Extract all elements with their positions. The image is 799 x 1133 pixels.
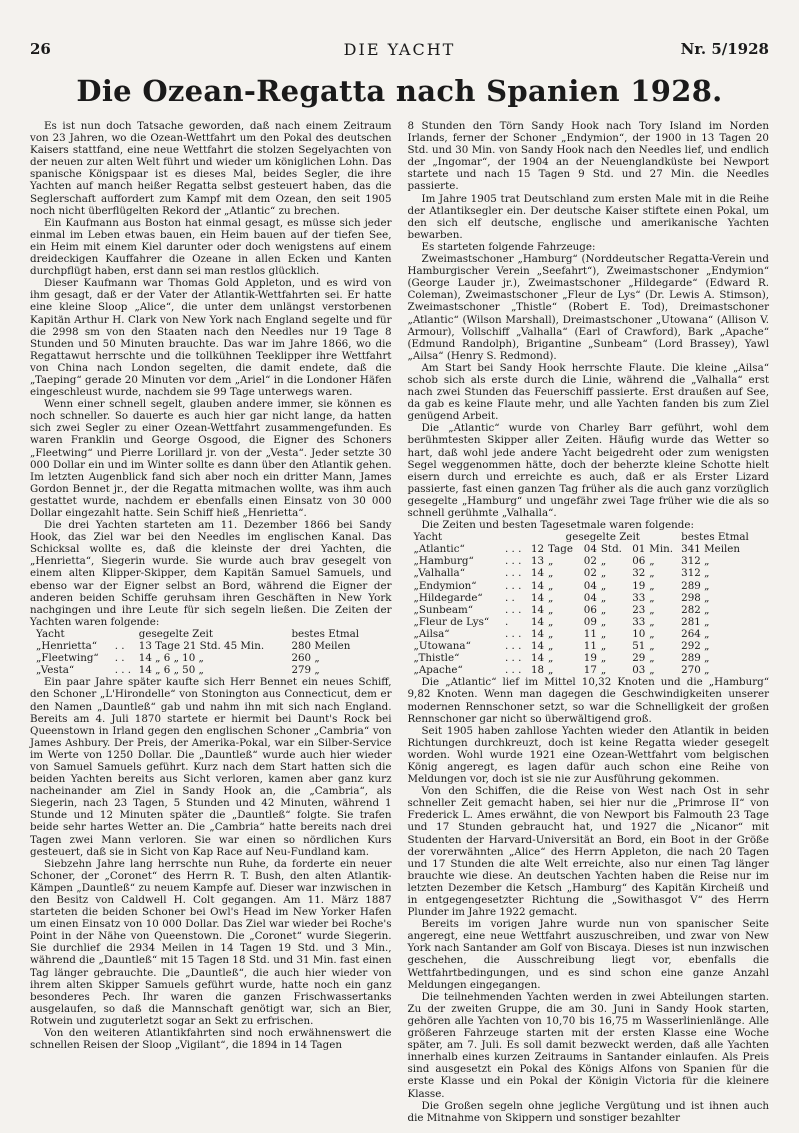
- issue-number: Nr. 5/1928: [680, 40, 769, 58]
- table-cell: 03: [632, 664, 646, 677]
- table-cell: „: [649, 603, 655, 616]
- table-cell: „: [600, 664, 607, 677]
- table-cell: 13: [530, 555, 545, 568]
- table-cell: .: [505, 615, 509, 628]
- paragraph: Siebzehn Jahre lang herrschte nun Ruhe, da forderte ein neuer Schoner, der „Coronet“ des Herrn R. T. Bush, den alten Atlantik-Kämpen „Dauntleß“ zu neuem Kampfe auf. Dieser war inzwischen in den Besitz von Caldwell H. Colt gegangen. Am 11. März 1887 starteten die beiden Schoner bei Owl's Head im New Yorker Hafen um einen Einsatz von 10 000 Dollar. Das Ziel war wieder bei Roche's Point in der Nähe von Queenstown. Die „Coronet“ wurde Siegerin. Sie durchlief die 2934 Meilen in 14 Tagen 19 Std. und 3 Min., während die „Dauntleß“ mit 15 Tagen 18 Std. und 31 Min. fast einen Tag länger gebrauchte. Die „Dauntleß“, die auch hier wieder von ihrem alten Skipper Samuels geführt wurde, hatte noch ein ganz besonderes Pech. Ihr waren die ganzen Frischwassertanks ausgelaufen, so daß die Mannschaft genötigt war, sich an Bier, Rotwein und zuguterletzt sogar an Sekt zu erfrischen.: [30, 857, 392, 1027]
- table-cell: „Atlantic“: [413, 543, 465, 556]
- table-cell: „Valhalla“: [413, 567, 465, 580]
- table-cell: 32: [632, 567, 646, 580]
- table-spacer: [115, 628, 139, 640]
- table-row: [414, 652, 764, 664]
- left-column: [30, 120, 392, 1124]
- table-cell: 01: [632, 543, 646, 556]
- table-row: [414, 567, 764, 579]
- paragraph: Bereits im vorigen Jahre wurde nun von spanischer Seite angeregt, eine neue Wettfahrt auszuschreiben, und zwar von New York nach Santander am Golf von Biscaya. Dieses ist nun inzwischen geschehen, die Ausschreibung liegt vor, ebenfalls die Wettfahrtbedingungen, und es sind schon eine ganze Anzahl Meldungen eingegangen.: [407, 918, 769, 991]
- table-cell: „: [548, 652, 554, 665]
- paragraph: Es ist nun doch Tatsache geworden, daß nach einem Zeitraum von 23 Jahren, wo die Ozean-Wettfahrt um den Pokal des deutschen Kaisers stattfand, eine neue Wettfahrt die stolzen Segelyachten von der neuen zur alten Welt führt und wieder um königlichen Lohn. Das spanische Königspaar ist es dieses Mal, beides Segler, die ihre Yachten auf manch heißer Regatta selbst gesteuert haben, das die Seglerschaft auffordert zum Kampf mit dem Ozean, den seit 1905 noch nicht überflügelten Rekord der „Atlantic“ zu brechen.: [30, 120, 392, 217]
- table-cell: . . .: [505, 567, 522, 580]
- article-body: [30, 120, 769, 1124]
- table-cell: „: [649, 652, 655, 665]
- page-number: 26: [30, 40, 51, 58]
- table-cell: 298 „: [681, 591, 710, 604]
- table-cell: „: [548, 615, 554, 628]
- paragraph: Von den weiteren Atlantikfahrten sind noch erwähnenswert die schnellen Reisen der Sloop „Vigilant“, die 1894 in 14 Tagen: [30, 1027, 392, 1052]
- table-cell: 51: [632, 640, 646, 653]
- table-cell: 02: [583, 567, 597, 580]
- table-cell: 280 Meilen: [291, 640, 351, 653]
- table-row: [414, 604, 764, 616]
- table-cell: „: [649, 579, 655, 592]
- table-cell: „: [649, 664, 655, 677]
- table-cell: 06: [632, 555, 646, 568]
- table-cell: „: [600, 615, 607, 628]
- table-header: Yacht: [36, 627, 65, 640]
- table-header: gesegelte Zeit: [565, 531, 640, 544]
- table-cell: 289 „: [681, 579, 710, 592]
- table-cell: . . .: [505, 627, 522, 640]
- paragraph: Ein Kaufmann aus Boston hat einmal gesagt, es müsse sich jeder einmal im Leben etwas bauen, ein Heim bauen auf der tiefen See, ein Heim mit einem Kiel darunter oder doch wenigstens auf einem dreideckigen Kauffahrer die Ozeane in allen Ecken und Kanten durchpflügt haben, erst dann sei man restlos glücklich.: [30, 216, 392, 278]
- table-cell: „Hamburg“: [413, 555, 474, 568]
- table-cell: 282 „: [681, 603, 710, 616]
- table-cell: 14: [530, 640, 545, 653]
- table-cell: „: [548, 555, 554, 568]
- table-row: [414, 543, 764, 555]
- table-header-row: [414, 531, 764, 543]
- table-cell: . . .: [505, 543, 522, 556]
- table-cell: 23: [632, 603, 646, 616]
- table-header: bestes Etmal: [291, 627, 360, 640]
- table-cell: 14: [530, 591, 545, 604]
- table-cell: . . .: [505, 664, 522, 677]
- table-cell: 09: [583, 615, 597, 628]
- table-row: [414, 580, 764, 592]
- table-row: [414, 616, 764, 628]
- table-cell: „: [548, 640, 554, 653]
- table-row: [414, 555, 764, 567]
- table-cell: 33: [632, 591, 646, 604]
- table-cell: 04: [583, 591, 597, 604]
- table-cell: „Vesta“: [36, 664, 75, 677]
- table-cell: Std.: [600, 543, 622, 556]
- table-cell: 11: [583, 627, 597, 640]
- table-cell: „: [600, 579, 607, 592]
- paragraph: Am Start bei Sandy Hook herrschte Flaute. Die kleine „Ailsa“ schob sich als erste durch die Linie, während die „Valhalla“ erst nach zwei Stunden das Feuerschiff passierte. Erst draußen auf See, da gab es keine Flaute mehr, und alle Yachten fanden bis zum Ziel genügend Arbeit.: [407, 361, 769, 423]
- paragraph: Im Jahre 1905 trat Deutschland zum ersten Male mit in die Reihe der Atlantiksegler ein. Der deutsche Kaiser stiftete einen Pokal, um den sich elf deutsche, englische und amerikanische Yachten bewarben.: [407, 192, 769, 241]
- table-cell: . . .: [505, 579, 522, 592]
- table-cell: . . .: [505, 640, 522, 653]
- right-column: [408, 120, 770, 1124]
- paragraph: Die drei Yachten starteten am 11. Dezember 1866 bei Sandy Hook, das Ziel war bei den Needles im englischen Kanal. Das Schicksal wollte es, daß die kleinste der drei Yachten, die „Henrietta“, Siegerin wurde. Sie wurde auch brav gesegelt von einem alten Klipper-Skipper, dem Kapitän Samuel Samuels, und ebenso war der Eigner selbst an Bord, während die Eigner der anderen beiden Schiffe geruhsam ihren Geschäften in New York nachgingen und ihre Leute für sich segeln ließen. Die Zeiten der Yachten waren folgende:: [30, 519, 392, 628]
- table-cell: 10: [632, 627, 646, 640]
- table-cell: 12: [530, 543, 545, 556]
- table-header: Yacht: [413, 531, 443, 544]
- paragraph: Die teilnehmenden Yachten werden in zwei Abteilungen starten. Zu der zweiten Gruppe, die am 30. Juni in Sandy Hook starten, gehören alle Yachten von 10,70 bis 16,75 m Wasserlinienlänge. Alle größeren Fahrzeuge starten mit der ersten Klasse eine Woche später, am 7. Juli. Es soll damit bezweckt werden, daß alle Yachten innerhalb eines kurzen Zeitraums in Santander einlaufen. Als Preis sind ausgesetzt ein Pokal des Königs Alfons von Spanien für die erste Klasse und ein Pokal der Königin Victoria für die kleinere Klasse.: [407, 990, 769, 1100]
- table-cell: . .: [114, 640, 125, 653]
- paragraph: Es starteten folgende Fahrzeuge:: [421, 240, 596, 253]
- paragraph: Die „Atlantic“ lief im Mittel 10,32 Knoten und die „Hamburg“ 9,82 Knoten. Wenn man dagegen die Geschwindigkeiten unserer modernen Rennschoner setzt, so war die Schnelligkeit der großen Rennschoner gar nicht so überwältigend groß.: [407, 676, 769, 725]
- paragraph: Die Zeiten und besten Tagesetmale waren folgende:: [421, 519, 694, 532]
- table-spacer: [505, 531, 528, 543]
- table-cell: 14: [530, 615, 545, 628]
- table-cell: „: [600, 555, 607, 568]
- results-table-1866: [36, 628, 376, 676]
- table-cell: Min.: [649, 543, 674, 556]
- table-cell: . . .: [505, 603, 522, 616]
- table-cell: „: [649, 591, 655, 604]
- table-row: [414, 592, 764, 604]
- table-cell: „: [600, 627, 607, 640]
- table-row: [414, 664, 764, 676]
- paragraph: Die „Atlantic“ wurde von Charley Barr geführt, wohl dem berühmtesten Skipper aller Zeiten. Häufig wurde das Wetter so hart, daß wohl jede andere Yacht beigedreht oder zum wenigsten Segel weggenommen hätte, doch der beherzte kleine Schotte hielt eisern durch und erreichte es auch, daß er als Erster Lizard passierte, fast einen ganzen Tag früher als die auch ganz vorzüglich gesegelte „Hamburg“ und ungefähr zwei Tage früher wie die als so schnell gerühmte „Valhalla“.: [407, 422, 769, 519]
- table-cell: 14: [530, 567, 545, 580]
- table-cell: 14 „ 6 „ 10 „: [138, 652, 204, 665]
- table-cell: 260 „: [291, 652, 320, 665]
- table-cell: „: [548, 579, 554, 592]
- table-cell: 279 „: [291, 664, 320, 677]
- table-cell: 29: [632, 652, 646, 665]
- table-cell: 14: [530, 603, 545, 616]
- results-table-1905: [414, 531, 764, 676]
- table-cell: „Apache“: [413, 664, 463, 677]
- table-cell: 292 „: [681, 640, 710, 653]
- table-cell: „: [649, 615, 655, 628]
- table-cell: 02: [583, 555, 597, 568]
- table-cell: „Henrietta“: [36, 640, 98, 653]
- table-cell: „: [649, 555, 655, 568]
- table-cell: „Ailsa“: [413, 627, 450, 640]
- page-header: [30, 40, 769, 62]
- table-cell: . . .: [114, 664, 132, 677]
- table-cell: „Fleur de Lys“: [413, 615, 490, 628]
- table-cell: 341 Meilen: [681, 543, 741, 556]
- table-header: bestes Etmal: [681, 531, 749, 544]
- table-row: [414, 628, 764, 640]
- table-cell: 18: [530, 664, 545, 677]
- table-cell: 14: [530, 627, 545, 640]
- table-cell: „: [600, 652, 607, 665]
- table-cell: 04: [583, 579, 597, 592]
- table-header-row: [36, 628, 376, 640]
- table-row: [414, 640, 764, 652]
- table-row: [36, 652, 376, 664]
- table-cell: „Fleetwing“: [36, 652, 99, 665]
- table-cell: „: [548, 664, 554, 677]
- table-cell: „: [600, 603, 607, 616]
- table-cell: 04: [583, 543, 597, 556]
- table-cell: . . .: [505, 652, 522, 665]
- table-cell: „: [548, 603, 554, 616]
- table-cell: „: [649, 640, 655, 653]
- table-cell: „Sunbeam“: [413, 603, 474, 616]
- paragraph: Die Großen segeln ohne jegliche Vergütung und ist ihnen auch die Mitnahme von Skippern und sonstiger bezahlter: [407, 1099, 769, 1124]
- paragraph: Dieser Kaufmann war Thomas Gold Appleton, und es wird von ihm gesagt, daß er der Vater der Atlantik-Wettfahrten sei. Er hatte eine kleine Sloop „Alice“, die unter dem unlängst verstorbenen Kapitän Arthur H. Clark von New York nach England segelte und für die 2998 sm von den Staaten nach den Needles nur 19 Tage 8 Stunden und 50 Minuten brauchte. Das war im Jahre 1866, wo die Regattawut herrschte und die tollkühnen Teeklipper ihre Wettfahrt von China nach London segelten, die damit endete, daß die „Taeping“ gerade 20 Minuten vor dem „Ariel“ in die Londoner Häfen eingeschleust wurde, nachdem sie 99 Tage unterwegs waren.: [30, 277, 392, 399]
- paragraph: 8 Stunden den Törn Sandy Hook nach Tory Island im Norden Irlands, ferner der Schoner „Endymion“, der 1900 in 13 Tagen 20 Std. und 30 Min. von Sandy Hook nach den Needles lief, und endlich der „Ingomar“, der 1904 an der Neuenglandküste bei Newport startete und nach 15 Tagen 9 Std. und 27 Min. die Needles passierte.: [407, 120, 769, 193]
- table-cell: 13 Tage 21 Std. 45 Min.: [138, 640, 265, 653]
- table-cell: Tage: [548, 543, 573, 556]
- table-cell: 11: [583, 640, 597, 653]
- table-cell: „: [600, 591, 607, 604]
- table-cell: 264 „: [681, 627, 710, 640]
- paragraph: Zweimastschoner „Hamburg“ (Norddeutscher Regatta-Verein und Hamburgischer Verein „Seefahrt“), Zweimastschoner „Endymion“ (George Lauder jr.), Zweimastschoner „Hildegarde“ (Edward R. Coleman), Zweimastschoner „Fleur de Lys“ (Dr. Lewis A. Stimson), Zweimastschoner „Thistle“ (Robert E. Tod), Dreimastschoner „Atlantic“ (Wilson Marshall), Dreimastschoner „Utowana“ (Allison V. Armour), Vollschiff „Valhalla“ (Earl of Crawford), Bark „Apache“ (Edmund Randolph), Brigantine „Sunbeam“ (Lord Brassey), Yawl „Ailsa“ (Henry S. Redmond).: [407, 253, 769, 362]
- table-cell: „: [649, 627, 655, 640]
- paragraph: Von den Schiffen, die die Reise von West nach Ost in sehr schneller Zeit gemacht haben, sei hier nur die „Primrose II“ von Frederick L. Ames erwähnt, die von Newport bis Falmouth 23 Tage und 17 Stunden gebraucht hat, und 1927 die „Nicanor“ mit Studenten der Harvard-Universität an Bord, ein Boot in der Größe der vorerwähnten „Alice“ des Herrn Appleton, die nach 20 Tagen und 17 Stunden die alte Welt erreichte, also nur einen Tag länger brauchte wie diese. An deutschen Yachten haben die Reise nur im letzten Dezember die Ketsch „Hamburg“ des Kapitän Kircheiß und in entgegengesetzter Richtung die „Sowithasgot V“ des Herrn Plunder im Jahre 1922 gemacht.: [407, 785, 769, 919]
- table-cell: „: [649, 567, 655, 580]
- article-title: Die Ozean-Regatta nach Spanien 1928.: [76, 74, 723, 108]
- table-cell: 06: [583, 603, 597, 616]
- table-cell: 270 „: [681, 664, 710, 677]
- table-cell: . . .: [505, 555, 522, 568]
- table-cell: 14: [530, 579, 545, 592]
- table-cell: 312 „: [681, 567, 710, 580]
- table-cell: „Thistle“: [413, 652, 460, 665]
- table-header: gesegelte Zeit: [138, 627, 213, 640]
- table-cell: „: [548, 627, 554, 640]
- table-cell: „Utowana“: [413, 640, 471, 653]
- paragraph: Seit 1905 haben zahllose Yachten wieder den Atlantik in beiden Richtungen durchkreuzt, doch ist keine Regatta wieder gesegelt worden. Wohl wurde 1921 eine Ozean-Wettfahrt vom belgischen König angeregt, es lagen dafür auch schon eine Reihe von Meldungen vor, doch ist sie nie zur Ausführung gekommen.: [407, 724, 769, 786]
- table-cell: 33: [632, 615, 646, 628]
- table-cell: „Endymion“: [413, 579, 477, 592]
- paragraph: Wenn einer schnell segelt, glauben andere immer, sie können es noch schneller. So dauerte es auch hier gar nicht lange, da hatten sich zwei Segler zu einer Ozean-Wettfahrt zusammengefunden. Es waren Franklin und George Osgood, die Eigner des Schoners „Fleetwing“ und Pierre Lorillard jr. von der „Vesta“. Jeder setzte 30 000 Dollar ein und im Winter sollte es dann über den Atlantik gehen. Im letzten Augenblick fand sich aber noch ein dritter Mann, James Gordon Bennet jr., der die Regatta mitmachen wollte, was ihm auch gestattet wurde, nachdem er ebenfalls einen Einsatz von 30 000 Dollar eingezahlt hatte. Sein Schiff hieß „Henrietta“.: [30, 398, 392, 519]
- table-cell: 19: [632, 579, 646, 592]
- table-cell: 312 „: [681, 555, 710, 568]
- table-row: [36, 664, 376, 676]
- table-cell: 14: [530, 652, 545, 665]
- table-cell: 17: [583, 664, 597, 677]
- paragraph: Ein paar Jahre später kaufte sich Herr Bennet ein neues Schiff, den Schoner „L'Hirondelle“ von Stonington aus Connecticut, dem er den Namen „Dauntleß“ gab und nahm ihn mit sich nach England. Bereits am 4. Juli 1870 startete er hiermit bei Daunt's Rock bei Queenstown in Irland gegen den englischen Schoner „Cambria“ von James Ashbury. Der Preis, der Amerika-Pokal, war ein Silber-Service im Werte von 1250 Dollar. Die „Dauntleß“ wurde auch hier wieder von Samuel Samuels geführt. Kurz nach dem Start hatten sich die beiden Yachten bereits aus Sicht verloren, kamen aber ganz kurz nacheinander am Ziel in Sandy Hook an, die „Cambria“, als Siegerin, nach 23 Tagen, 5 Stunden und 42 Minuten, während 1 Stunde und 12 Minuten später die „Dauntleß“ folgte. Sie trafen beide sehr hartes Wetter an. Die „Cambria“ hatte bereits nach drei Tagen zwei Mann verloren. Sie war einen so nördlichen Kurs gesteuert, daß sie in Sicht von Kap Race auf Neu-Fundland kam.: [30, 676, 392, 858]
- table-cell: . .: [505, 591, 515, 604]
- table-cell: „: [600, 640, 607, 653]
- table-cell: „: [548, 591, 554, 604]
- table-cell: „: [548, 567, 554, 580]
- table-cell: „: [600, 567, 607, 580]
- table-cell: . .: [114, 652, 125, 665]
- magazine-title: DIE YACHT: [343, 40, 456, 59]
- table-cell: 289 „: [681, 652, 710, 665]
- table-cell: „Hildegarde“: [413, 591, 483, 604]
- table-cell: 14 „ 6 „ 50 „: [138, 664, 204, 677]
- table-row: [36, 640, 376, 652]
- table-cell: 281 „: [681, 615, 710, 628]
- table-cell: 19: [583, 652, 597, 665]
